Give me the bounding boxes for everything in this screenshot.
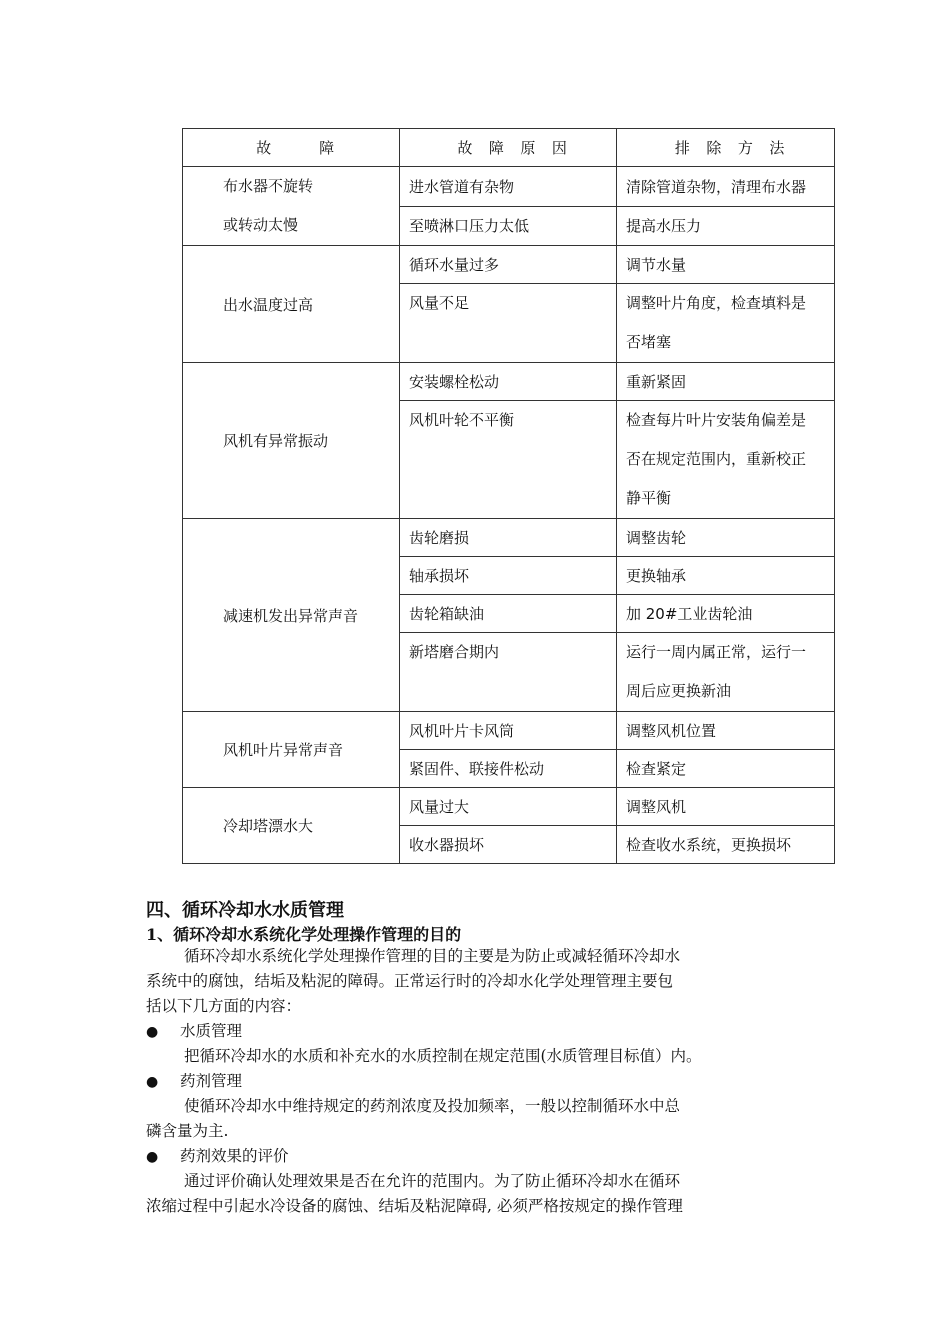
bullet-icon: ● — [146, 1149, 159, 1165]
remedy-cell: 加 20#工业齿轮油 — [617, 595, 835, 633]
cause-cell: 新塔磨合期内 — [400, 633, 617, 712]
bullet-icon: ● — [146, 1074, 159, 1090]
cause-cell: 齿轮磨损 — [400, 519, 617, 557]
cause-cell: 风机叶片卡风筒 — [400, 712, 617, 750]
table-row — [183, 712, 835, 750]
fault-table — [182, 128, 835, 864]
bullet-label: 药剂管理 — [180, 1072, 243, 1090]
table-row — [183, 363, 835, 401]
bullet-item-water-quality — [146, 1019, 242, 1045]
header-fault: 故 障 — [183, 129, 400, 167]
table-row — [183, 519, 835, 557]
remedy-cell: 检查收水系统，更换损坏 — [617, 826, 835, 864]
cause-cell: 紧固件、联接件松动 — [400, 750, 617, 788]
bullet-label: 水质管理 — [180, 1022, 243, 1040]
cause-cell: 轴承损坏 — [400, 557, 617, 595]
intro-paragraph: 循环冷却水系统化学处理操作管理的目的主要是为防止或减轻循环冷却水 系统中的腐蚀，结垢及粘泥的障碍。正常运行时的冷却水化学处理管理主要包 括以下几方面的内容： — [146, 947, 681, 1015]
fault-cell: 风机叶片异常声音 — [183, 712, 400, 788]
remedy-cell: 调节水量 — [617, 246, 835, 284]
item-paragraph: 通过评价确认处理效果是否在允许的范围内。为了防止循环冷却水在循环 浓缩过程中引起水冷设备的腐蚀、结垢及粘泥障碍, 必须严格按规定的操作管理 — [146, 1172, 683, 1215]
remedy-cell: 运行一周内属正常，运行一 周后应更换新油 — [617, 633, 835, 712]
cause-cell: 至喷淋口压力太低 — [400, 206, 617, 246]
remedy-cell: 调整叶片角度，检查填料是 否堵塞 — [617, 284, 835, 363]
remedy-cell: 调整风机 — [617, 788, 835, 826]
cause-cell: 风量不足 — [400, 284, 617, 363]
table-row — [183, 788, 835, 826]
bullet-item-evaluation — [146, 1144, 289, 1170]
bullet-label: 药剂效果的评价 — [180, 1147, 289, 1165]
fault-cell: 风机有异常振动 — [183, 363, 400, 519]
table-row — [183, 167, 835, 207]
section-title: 四、循环冷却水水质管理 — [146, 900, 344, 921]
item-paragraph: 使循环冷却水中维持规定的药剂浓度及投加频率，一般以控制循环水中总 磷含量为主. — [146, 1097, 681, 1140]
cause-cell: 风机叶轮不平衡 — [400, 401, 617, 519]
fault-cell: 布水器不旋转 或转动太慢 — [183, 167, 400, 246]
item-paragraph: 把循环冷却水的水质和补充水的水质控制在规定范围(水质管理目标值）内。 — [184, 1047, 702, 1065]
fault-cell: 减速机发出异常声音 — [183, 519, 400, 712]
bullet-icon: ● — [146, 1024, 159, 1040]
cause-cell: 循环水量过多 — [400, 246, 617, 284]
remedy-cell: 重新紧固 — [617, 363, 835, 401]
header-remedy: 排 除 方 法 — [617, 129, 835, 167]
cause-cell: 齿轮箱缺油 — [400, 595, 617, 633]
header-cause: 故 障 原 因 — [400, 129, 617, 167]
remedy-cell: 提高水压力 — [617, 206, 835, 246]
remedy-cell: 更换轴承 — [617, 557, 835, 595]
cause-cell: 进水管道有杂物 — [400, 167, 617, 207]
table-row — [183, 246, 835, 284]
remedy-cell: 清除管道杂物，清理布水器 — [617, 167, 835, 207]
remedy-cell: 检查紧定 — [617, 750, 835, 788]
fault-cell: 出水温度过高 — [183, 246, 400, 363]
cause-cell: 风量过大 — [400, 788, 617, 826]
fault-cell: 冷却塔漂水大 — [183, 788, 400, 864]
remedy-cell: 调整齿轮 — [617, 519, 835, 557]
remedy-cell: 检查每片叶片安装角偏差是 否在规定范围内，重新校正 静平衡 — [617, 401, 835, 519]
table-header-row — [183, 129, 835, 167]
cause-cell: 安装螺栓松动 — [400, 363, 617, 401]
cause-cell: 收水器损坏 — [400, 826, 617, 864]
remedy-cell: 调整风机位置 — [617, 712, 835, 750]
bullet-item-reagent — [146, 1069, 242, 1095]
section-subtitle: 1、循环冷却水系统化学处理操作管理的目的 — [146, 925, 462, 944]
